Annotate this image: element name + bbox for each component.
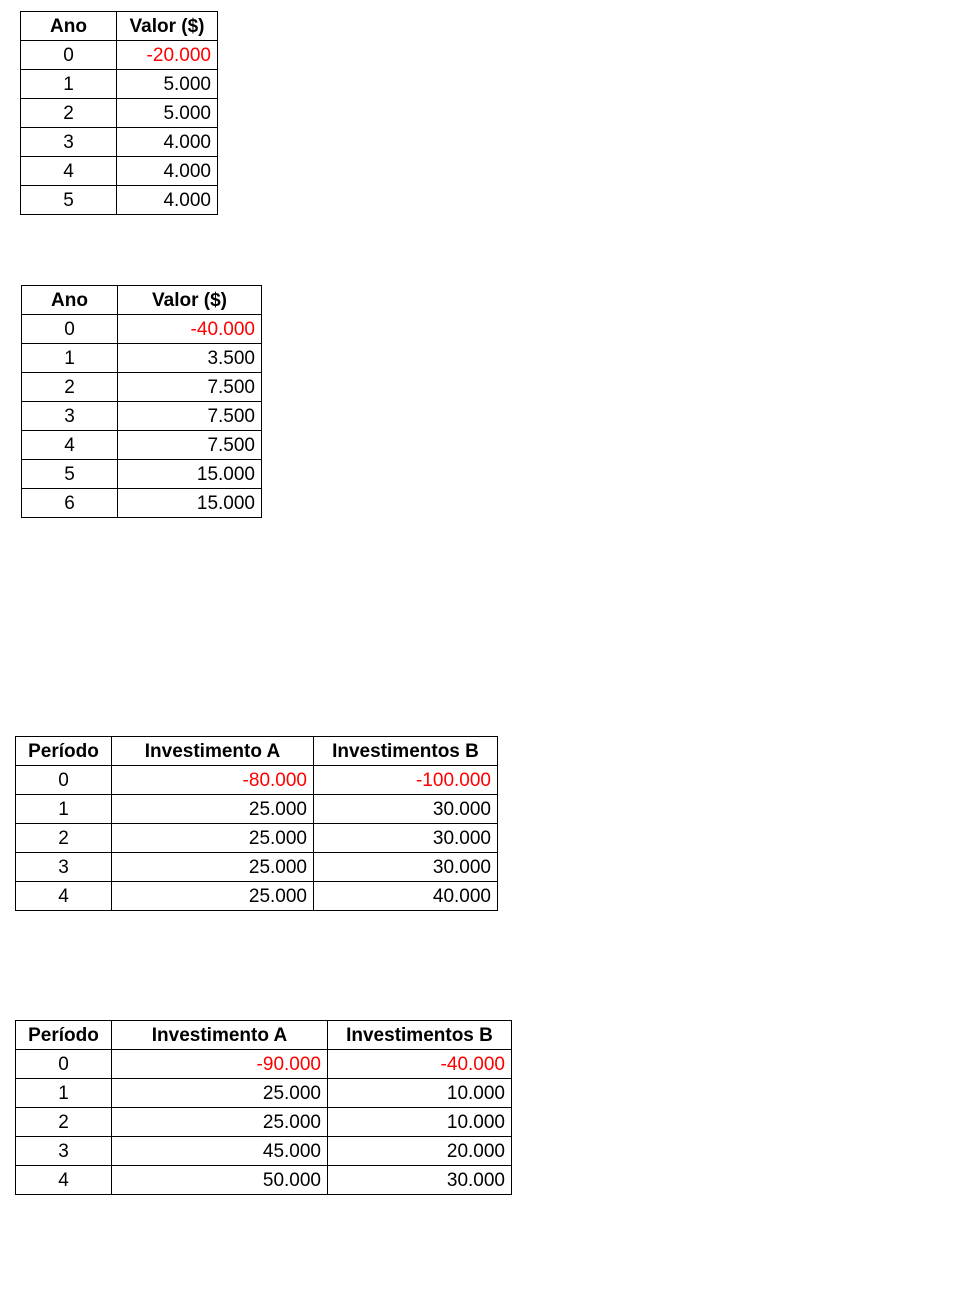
table-header — [22, 286, 262, 315]
period-cell: 3 — [16, 853, 112, 882]
year-cell: 2 — [22, 373, 118, 402]
value-cell: -20.000 — [117, 41, 218, 70]
value-cell: 7.500 — [118, 402, 262, 431]
table-row — [21, 41, 218, 70]
investment-b-cell: 30.000 — [314, 795, 498, 824]
table-row — [22, 489, 262, 518]
year-cell: 5 — [22, 460, 118, 489]
period-cell: 2 — [16, 1108, 112, 1137]
year-cell: 1 — [22, 344, 118, 373]
year-cell: 5 — [21, 186, 117, 215]
period-cell: 1 — [16, 1079, 112, 1108]
year-cell: 3 — [22, 402, 118, 431]
table-row — [16, 882, 498, 911]
period-cell: 1 — [16, 795, 112, 824]
value-cell: 15.000 — [118, 460, 262, 489]
year-cell: 0 — [21, 41, 117, 70]
table-row — [21, 186, 218, 215]
table-row — [22, 373, 262, 402]
investment-a-cell: 25.000 — [112, 882, 314, 911]
value-cell: 5.000 — [117, 99, 218, 128]
table-row — [16, 824, 498, 853]
value-cell: 7.500 — [118, 431, 262, 460]
year-cell: 6 — [22, 489, 118, 518]
column-header-investimentos-b: Investimentos B — [328, 1021, 512, 1050]
table-row — [16, 1166, 512, 1195]
period-cell: 4 — [16, 1166, 112, 1195]
value-cell: 15.000 — [118, 489, 262, 518]
investment-b-cell: 20.000 — [328, 1137, 512, 1166]
investment-a-cell: 25.000 — [112, 824, 314, 853]
period-cell: 3 — [16, 1137, 112, 1166]
table-row — [22, 402, 262, 431]
table-row — [16, 795, 498, 824]
table-row — [21, 128, 218, 157]
header-row — [16, 737, 498, 766]
investment-a-cell: 50.000 — [112, 1166, 328, 1195]
table-row — [16, 853, 498, 882]
table-body — [16, 766, 498, 911]
investment-comparison-table-1 — [15, 736, 498, 911]
table-row — [22, 344, 262, 373]
period-cell: 2 — [16, 824, 112, 853]
value-cell: 4.000 — [117, 157, 218, 186]
investment-b-cell: 10.000 — [328, 1079, 512, 1108]
year-cell: 3 — [21, 128, 117, 157]
investment-a-cell: -90.000 — [112, 1050, 328, 1079]
investment-a-cell: 45.000 — [112, 1137, 328, 1166]
header-row — [21, 12, 218, 41]
table-body — [21, 41, 218, 215]
value-cell: 3.500 — [118, 344, 262, 373]
table-row — [22, 460, 262, 489]
investment-a-cell: 25.000 — [112, 795, 314, 824]
value-cell: 7.500 — [118, 373, 262, 402]
investment-b-cell: 40.000 — [314, 882, 498, 911]
column-header-valor: Valor ($) — [117, 12, 218, 41]
investment-b-cell: -100.000 — [314, 766, 498, 795]
investment-b-cell: 30.000 — [314, 853, 498, 882]
period-cell: 0 — [16, 766, 112, 795]
year-cell: 4 — [21, 157, 117, 186]
column-header-ano: Ano — [21, 12, 117, 41]
column-header-periodo: Período — [16, 737, 112, 766]
investment-a-cell: -80.000 — [112, 766, 314, 795]
cash-flow-table-2 — [21, 285, 262, 518]
year-cell: 0 — [22, 315, 118, 344]
year-cell: 2 — [21, 99, 117, 128]
table-row — [16, 1050, 512, 1079]
table-header — [16, 1021, 512, 1050]
table-body — [22, 315, 262, 518]
header-row — [16, 1021, 512, 1050]
period-cell: 0 — [16, 1050, 112, 1079]
table-body — [16, 1050, 512, 1195]
table-row — [22, 315, 262, 344]
year-cell: 4 — [22, 431, 118, 460]
investment-b-cell: 30.000 — [328, 1166, 512, 1195]
value-cell: 4.000 — [117, 128, 218, 157]
investment-comparison-table-2 — [15, 1020, 512, 1195]
investment-b-cell: 10.000 — [328, 1108, 512, 1137]
value-cell: 4.000 — [117, 186, 218, 215]
table-row — [22, 431, 262, 460]
column-header-investimentos-b: Investimentos B — [314, 737, 498, 766]
table-row — [21, 99, 218, 128]
table-header — [21, 12, 218, 41]
table-row — [16, 1079, 512, 1108]
value-cell: 5.000 — [117, 70, 218, 99]
table-row — [21, 157, 218, 186]
column-header-ano: Ano — [22, 286, 118, 315]
column-header-valor: Valor ($) — [118, 286, 262, 315]
investment-b-cell: 30.000 — [314, 824, 498, 853]
investment-a-cell: 25.000 — [112, 853, 314, 882]
value-cell: -40.000 — [118, 315, 262, 344]
table-row — [16, 766, 498, 795]
column-header-investimento-a: Investimento A — [112, 737, 314, 766]
table-row — [16, 1108, 512, 1137]
column-header-investimento-a: Investimento A — [112, 1021, 328, 1050]
table-row — [16, 1137, 512, 1166]
table-row — [21, 70, 218, 99]
header-row — [22, 286, 262, 315]
column-header-periodo: Período — [16, 1021, 112, 1050]
cash-flow-table-1 — [20, 11, 218, 215]
investment-a-cell: 25.000 — [112, 1108, 328, 1137]
year-cell: 1 — [21, 70, 117, 99]
period-cell: 4 — [16, 882, 112, 911]
investment-b-cell: -40.000 — [328, 1050, 512, 1079]
table-header — [16, 737, 498, 766]
investment-a-cell: 25.000 — [112, 1079, 328, 1108]
